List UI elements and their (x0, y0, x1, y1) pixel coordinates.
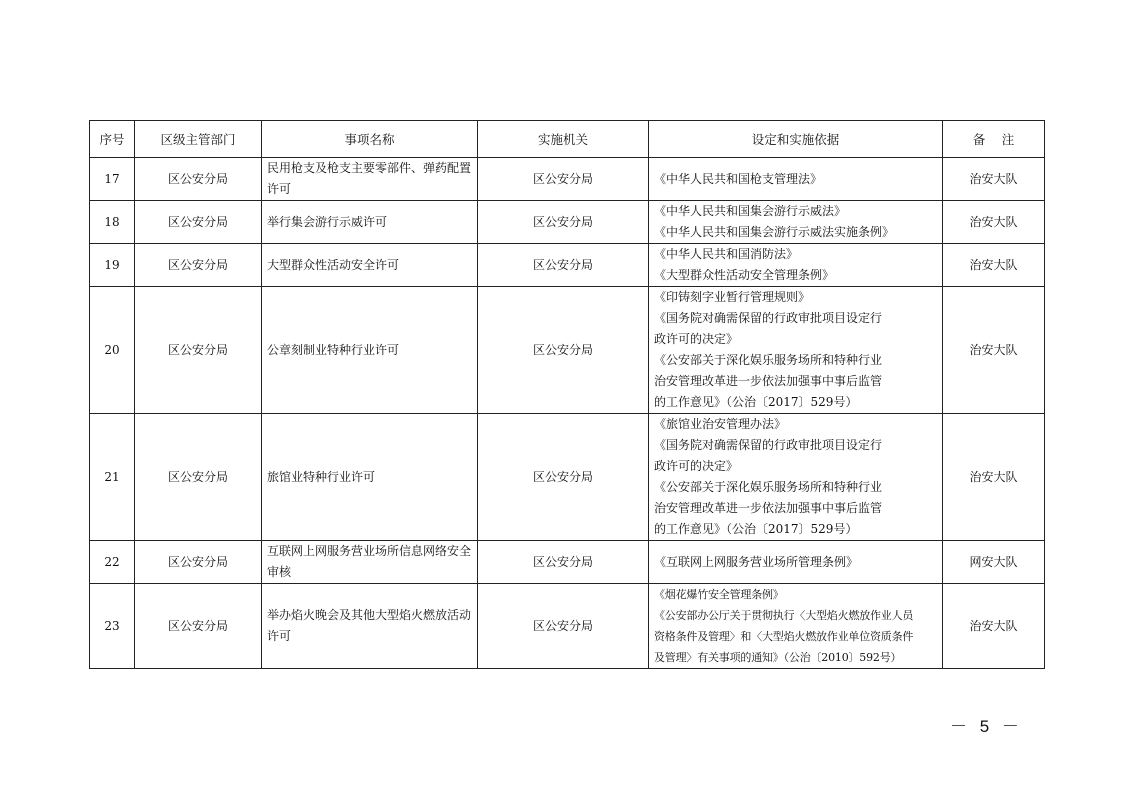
department-cell: 区公安分局 (135, 541, 262, 584)
basis-line: 《互联网上网服务营业场所管理条例》 (654, 554, 859, 569)
header-department: 区级主管部门 (135, 121, 262, 158)
serial-cell: 18 (90, 201, 135, 244)
basis-line: 《公安部关于深化娱乐服务场所和特种行业 (654, 480, 883, 494)
basis-line: 的工作意见》（公治〔2017〕529号） (654, 522, 858, 536)
basis-line: 治安管理改革进一步依法加强事中事后监管 (654, 374, 883, 388)
serial-cell: 20 (90, 287, 135, 414)
basis-cell (649, 541, 943, 584)
item-name-cell: 互联网上网服务营业场所信息网络安全审核 (262, 541, 478, 584)
basis-line: 资格条件及管理〉和〈大型焰火燃放作业单位资质条件 (654, 630, 914, 643)
department-cell: 区公安分局 (135, 158, 262, 201)
basis-line: 治安管理改革进一步依法加强事中事后监管 (654, 501, 883, 515)
basis-line: 《国务院对确需保留的行政审批项目设定行 (654, 438, 883, 452)
serial-cell: 21 (90, 414, 135, 541)
agency-cell: 区公安分局 (478, 584, 649, 669)
basis-line: 《旅馆业治安管理办法》 (654, 417, 787, 431)
serial-cell: 22 (90, 541, 135, 584)
basis-line: 的工作意见》（公治〔2017〕529号） (654, 395, 858, 409)
basis-line: 《大型群众性活动安全管理条例》 (654, 268, 835, 282)
item-name-cell: 公章刻制业特种行业许可 (262, 287, 478, 414)
agency-cell: 区公安分局 (478, 287, 649, 414)
basis-line: 《印铸刻字业暂行管理规则》 (654, 290, 811, 304)
agency-cell: 区公安分局 (478, 201, 649, 244)
table-header-row (90, 121, 1045, 158)
table-row (90, 541, 1045, 584)
table-row (90, 201, 1045, 244)
header-basis: 设定和实施依据 (649, 121, 943, 158)
department-cell: 区公安分局 (135, 201, 262, 244)
basis-line: 《中华人民共和国集会游行示威法实施条例》 (654, 225, 895, 239)
table-row (90, 584, 1045, 669)
basis-line: 政许可的决定》 (654, 332, 739, 346)
basis-cell (649, 414, 943, 541)
note-cell: 网安大队 (943, 541, 1045, 584)
serial-cell: 23 (90, 584, 135, 669)
basis-line: 及管理〉有关事项的通知》（公治〔2010〕592号） (654, 651, 902, 664)
item-name-cell: 举办焰火晚会及其他大型焰火燃放活动许可 (262, 584, 478, 669)
note-cell: 治安大队 (943, 201, 1045, 244)
page-number: － 5 － (950, 717, 1023, 736)
header-item-name: 事项名称 (262, 121, 478, 158)
note-cell: 治安大队 (943, 414, 1045, 541)
basis-line: 《国务院对确需保留的行政审批项目设定行 (654, 311, 883, 325)
basis-line: 《公安部关于深化娱乐服务场所和特种行业 (654, 353, 883, 367)
basis-line: 政许可的决定》 (654, 459, 739, 473)
note-cell: 治安大队 (943, 158, 1045, 201)
header-agency: 实施机关 (478, 121, 649, 158)
note-cell: 治安大队 (943, 287, 1045, 414)
serial-cell: 19 (90, 244, 135, 287)
serial-cell: 17 (90, 158, 135, 201)
basis-line: 《中华人民共和国枪支管理法》 (654, 171, 823, 186)
table-body (90, 158, 1045, 669)
note-cell: 治安大队 (943, 584, 1045, 669)
department-cell: 区公安分局 (135, 287, 262, 414)
table-row (90, 244, 1045, 287)
department-cell: 区公安分局 (135, 584, 262, 669)
basis-cell (649, 287, 943, 414)
item-name-cell: 举行集会游行示威许可 (262, 201, 478, 244)
permit-table (89, 120, 1045, 669)
agency-cell: 区公安分局 (478, 244, 649, 287)
table-row (90, 414, 1045, 541)
header-note: 备 注 (943, 121, 1045, 158)
department-cell: 区公安分局 (135, 244, 262, 287)
agency-cell: 区公安分局 (478, 414, 649, 541)
note-cell: 治安大队 (943, 244, 1045, 287)
item-name-cell: 民用枪支及枪支主要零部件、弹药配置许可 (262, 158, 478, 201)
basis-line: 《公安部办公厅关于贯彻执行〈大型焰火燃放作业人员 (654, 609, 914, 622)
basis-cell (649, 244, 943, 287)
department-cell: 区公安分局 (135, 414, 262, 541)
basis-cell (649, 584, 943, 669)
table-row (90, 287, 1045, 414)
table-row (90, 158, 1045, 201)
basis-line: 《中华人民共和国集会游行示威法》 (654, 204, 847, 218)
basis-line: 《烟花爆竹安全管理条例》 (654, 588, 784, 601)
basis-cell (649, 201, 943, 244)
item-name-cell: 大型群众性活动安全许可 (262, 244, 478, 287)
basis-line: 《中华人民共和国消防法》 (654, 247, 799, 261)
header-serial: 序号 (90, 121, 135, 158)
basis-cell (649, 158, 943, 201)
agency-cell: 区公安分局 (478, 541, 649, 584)
agency-cell: 区公安分局 (478, 158, 649, 201)
item-name-cell: 旅馆业特种行业许可 (262, 414, 478, 541)
